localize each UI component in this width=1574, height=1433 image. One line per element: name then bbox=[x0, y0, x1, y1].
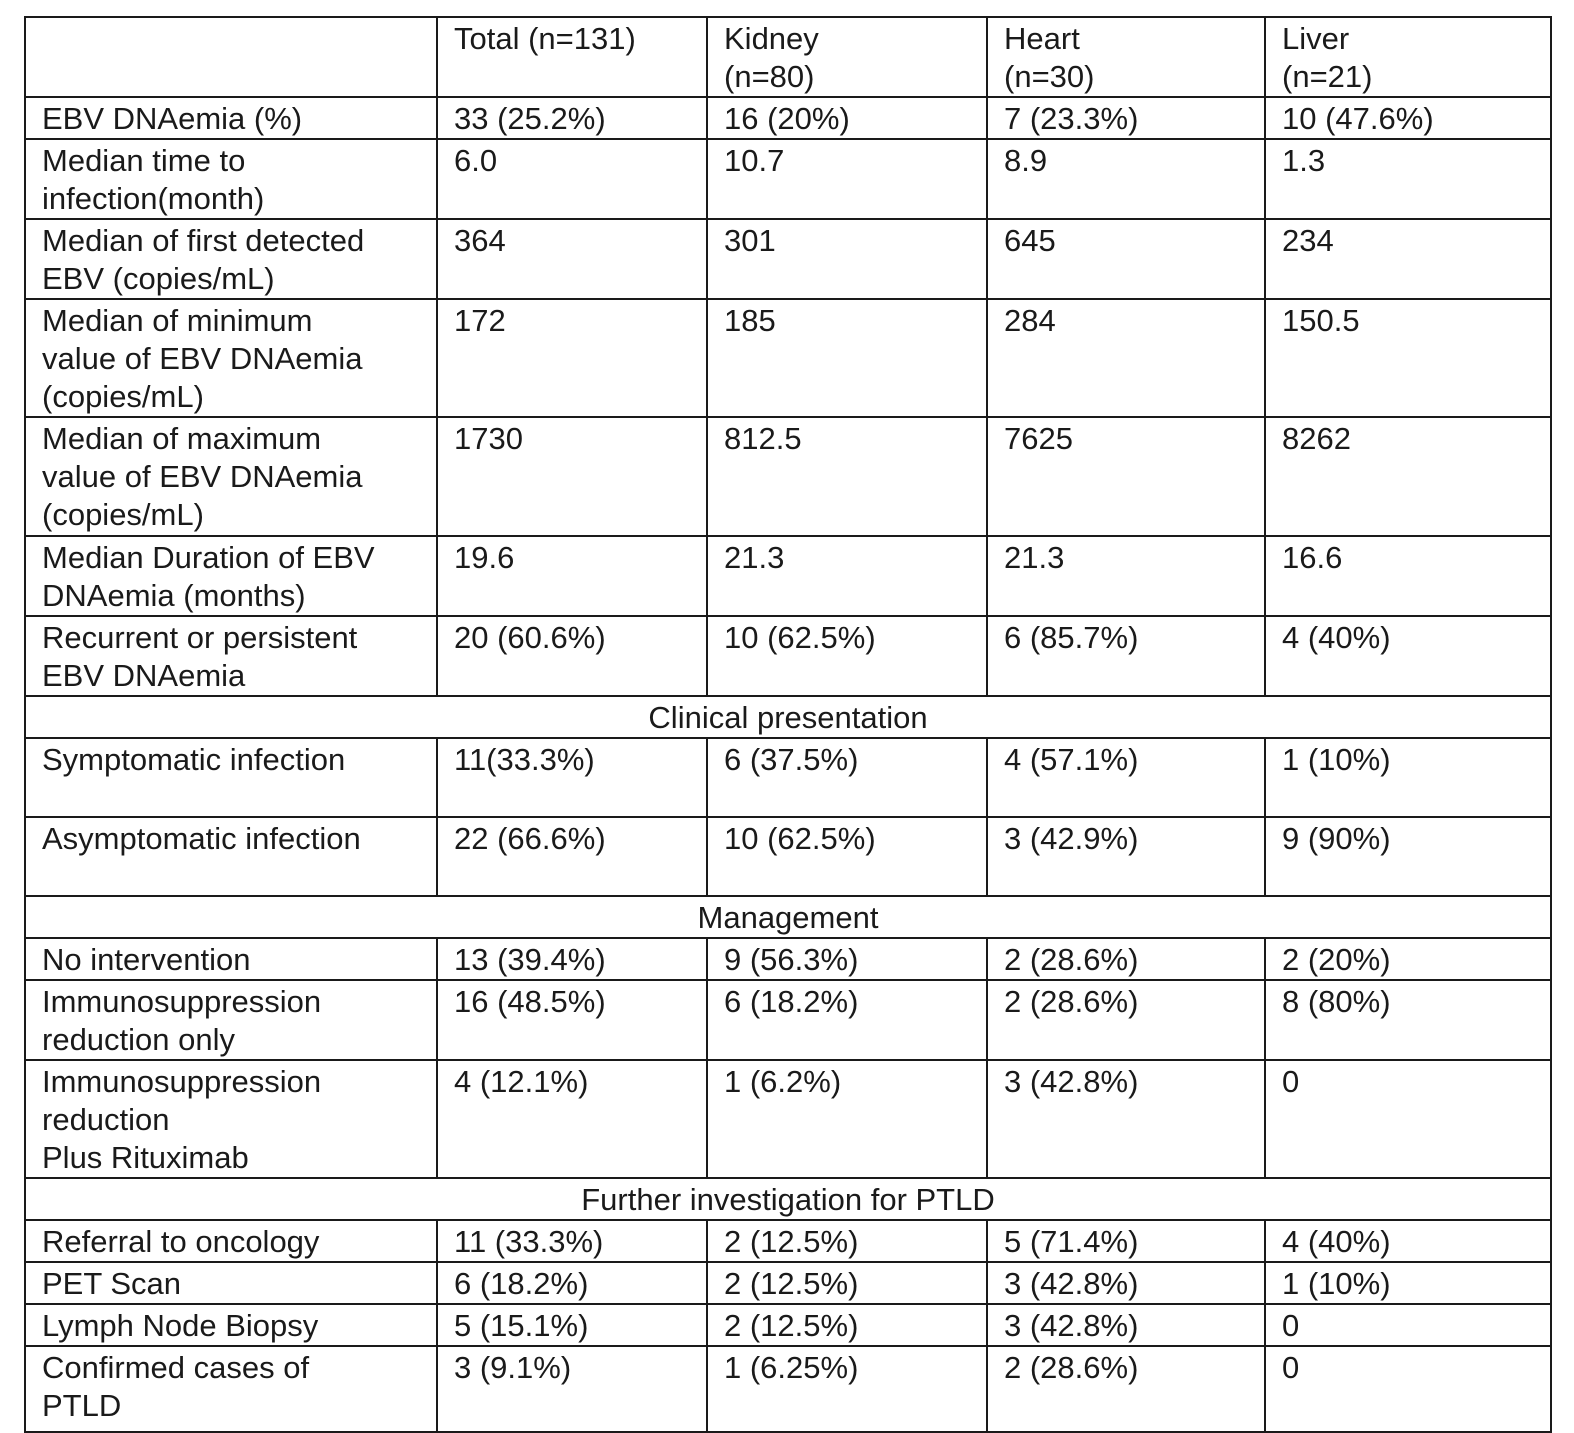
ebv-dnaemia-table bbox=[24, 16, 1552, 1433]
row-label: Immunosuppression reduction only bbox=[25, 980, 437, 1060]
total-value: 13 (39.4%) bbox=[437, 938, 707, 980]
row-label: Recurrent or persistent EBV DNAemia bbox=[25, 616, 437, 696]
heart-value: 21.3 bbox=[987, 536, 1265, 616]
kidney-value: 16 (20%) bbox=[707, 97, 987, 139]
table-row bbox=[25, 1346, 1551, 1432]
row-label: Confirmed cases of PTLD bbox=[25, 1346, 437, 1432]
row-label: Median time to infection(month) bbox=[25, 139, 437, 219]
heart-value: 3 (42.8%) bbox=[987, 1304, 1265, 1346]
total-value: 33 (25.2%) bbox=[437, 97, 707, 139]
kidney-value: 6 (37.5%) bbox=[707, 738, 987, 817]
liver-value: 8 (80%) bbox=[1265, 980, 1551, 1060]
table-row bbox=[25, 1060, 1551, 1178]
table-row bbox=[25, 97, 1551, 139]
table-row bbox=[25, 299, 1551, 417]
kidney-value: 10 (62.5%) bbox=[707, 616, 987, 696]
table-row bbox=[25, 738, 1551, 817]
kidney-value: 2 (12.5%) bbox=[707, 1262, 987, 1304]
table-row bbox=[25, 219, 1551, 299]
heart-value: 284 bbox=[987, 299, 1265, 417]
table-row bbox=[25, 139, 1551, 219]
total-value: 11(33.3%) bbox=[437, 738, 707, 817]
kidney-value: 301 bbox=[707, 219, 987, 299]
liver-value: 1 (10%) bbox=[1265, 1262, 1551, 1304]
section-heading-management: Management bbox=[25, 896, 1551, 938]
section-heading-ptld-investigation: Further investigation for PTLD bbox=[25, 1178, 1551, 1220]
row-label: Median Duration of EBV DNAemia (months) bbox=[25, 536, 437, 616]
heart-value: 3 (42.8%) bbox=[987, 1262, 1265, 1304]
section-row bbox=[25, 896, 1551, 938]
header-total: Total (n=131) bbox=[437, 17, 707, 97]
kidney-value: 2 (12.5%) bbox=[707, 1304, 987, 1346]
row-label: Median of minimum value of EBV DNAemia (copies/mL) bbox=[25, 299, 437, 417]
table-row bbox=[25, 536, 1551, 616]
total-value: 6 (18.2%) bbox=[437, 1262, 707, 1304]
total-value: 19.6 bbox=[437, 536, 707, 616]
liver-value: 16.6 bbox=[1265, 536, 1551, 616]
table-row bbox=[25, 817, 1551, 896]
table-row bbox=[25, 417, 1551, 536]
total-value: 20 (60.6%) bbox=[437, 616, 707, 696]
liver-value: 0 bbox=[1265, 1304, 1551, 1346]
heart-value: 645 bbox=[987, 219, 1265, 299]
heart-value: 7625 bbox=[987, 417, 1265, 536]
total-value: 3 (9.1%) bbox=[437, 1346, 707, 1432]
heart-value: 4 (57.1%) bbox=[987, 738, 1265, 817]
row-label: Median of first detected EBV (copies/mL) bbox=[25, 219, 437, 299]
heart-value: 3 (42.8%) bbox=[987, 1060, 1265, 1178]
total-value: 6.0 bbox=[437, 139, 707, 219]
total-value: 1730 bbox=[437, 417, 707, 536]
kidney-value: 9 (56.3%) bbox=[707, 938, 987, 980]
section-heading-clinical-presentation: Clinical presentation bbox=[25, 696, 1551, 738]
kidney-value: 10.7 bbox=[707, 139, 987, 219]
liver-value: 1.3 bbox=[1265, 139, 1551, 219]
heart-value: 2 (28.6%) bbox=[987, 980, 1265, 1060]
total-value: 172 bbox=[437, 299, 707, 417]
liver-value: 1 (10%) bbox=[1265, 738, 1551, 817]
kidney-value: 812.5 bbox=[707, 417, 987, 536]
row-label: Lymph Node Biopsy bbox=[25, 1304, 437, 1346]
row-label: PET Scan bbox=[25, 1262, 437, 1304]
row-label: Immunosuppression reduction Plus Rituximab bbox=[25, 1060, 437, 1178]
table-row bbox=[25, 938, 1551, 980]
table-row bbox=[25, 1304, 1551, 1346]
liver-value: 0 bbox=[1265, 1346, 1551, 1432]
row-label: EBV DNAemia (%) bbox=[25, 97, 437, 139]
total-value: 11 (33.3%) bbox=[437, 1220, 707, 1262]
header-liver: Liver (n=21) bbox=[1265, 17, 1551, 97]
total-value: 5 (15.1%) bbox=[437, 1304, 707, 1346]
heart-value: 3 (42.9%) bbox=[987, 817, 1265, 896]
liver-value: 2 (20%) bbox=[1265, 938, 1551, 980]
total-value: 364 bbox=[437, 219, 707, 299]
header-kidney: Kidney (n=80) bbox=[707, 17, 987, 97]
kidney-value: 1 (6.25%) bbox=[707, 1346, 987, 1432]
kidney-value: 6 (18.2%) bbox=[707, 980, 987, 1060]
table-row bbox=[25, 1262, 1551, 1304]
liver-value: 234 bbox=[1265, 219, 1551, 299]
row-label: Symptomatic infection bbox=[25, 738, 437, 817]
table-row bbox=[25, 980, 1551, 1060]
liver-value: 8262 bbox=[1265, 417, 1551, 536]
header-row bbox=[25, 17, 1551, 97]
header-label-cell bbox=[25, 17, 437, 97]
row-label: Asymptomatic infection bbox=[25, 817, 437, 896]
kidney-value: 1 (6.2%) bbox=[707, 1060, 987, 1178]
row-label: Referral to oncology bbox=[25, 1220, 437, 1262]
heart-value: 5 (71.4%) bbox=[987, 1220, 1265, 1262]
heart-value: 6 (85.7%) bbox=[987, 616, 1265, 696]
table-row bbox=[25, 1220, 1551, 1262]
heart-value: 7 (23.3%) bbox=[987, 97, 1265, 139]
row-label: No intervention bbox=[25, 938, 437, 980]
total-value: 22 (66.6%) bbox=[437, 817, 707, 896]
total-value: 16 (48.5%) bbox=[437, 980, 707, 1060]
liver-value: 9 (90%) bbox=[1265, 817, 1551, 896]
section-row bbox=[25, 1178, 1551, 1220]
liver-value: 4 (40%) bbox=[1265, 1220, 1551, 1262]
kidney-value: 2 (12.5%) bbox=[707, 1220, 987, 1262]
heart-value: 8.9 bbox=[987, 139, 1265, 219]
kidney-value: 185 bbox=[707, 299, 987, 417]
section-row bbox=[25, 696, 1551, 738]
heart-value: 2 (28.6%) bbox=[987, 1346, 1265, 1432]
row-label: Median of maximum value of EBV DNAemia (copies/mL) bbox=[25, 417, 437, 536]
kidney-value: 21.3 bbox=[707, 536, 987, 616]
liver-value: 0 bbox=[1265, 1060, 1551, 1178]
liver-value: 150.5 bbox=[1265, 299, 1551, 417]
header-heart: Heart (n=30) bbox=[987, 17, 1265, 97]
table-row bbox=[25, 616, 1551, 696]
liver-value: 4 (40%) bbox=[1265, 616, 1551, 696]
heart-value: 2 (28.6%) bbox=[987, 938, 1265, 980]
total-value: 4 (12.1%) bbox=[437, 1060, 707, 1178]
kidney-value: 10 (62.5%) bbox=[707, 817, 987, 896]
liver-value: 10 (47.6%) bbox=[1265, 97, 1551, 139]
